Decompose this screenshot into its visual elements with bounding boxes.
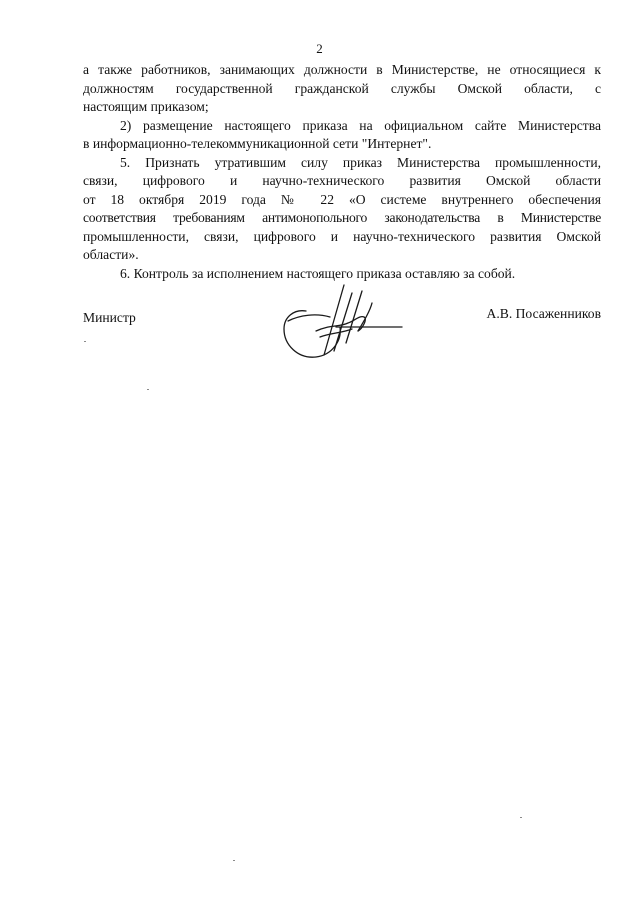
text-line: 2) размещение настоящего приказа на официальном сайте Министерства [120, 117, 601, 133]
text-line: от 18 октября 2019 года № 22 «О системе внутреннего обеспечения [83, 191, 601, 207]
scan-speck [147, 389, 149, 390]
page-number: 2 [316, 41, 323, 56]
handwritten-signature [276, 281, 406, 365]
text-line: а также работников, занимающих должности в Министерстве, не относящиеся к [83, 62, 601, 77]
text-line: области». [83, 247, 139, 262]
text-line: в информационно-телекоммуникационной сети "Интернет". [83, 136, 432, 151]
text-line: 5. Признать утратившим силу приказ Министерства промышленности, [120, 154, 601, 170]
paragraph-continuation [83, 61, 601, 117]
document-body [83, 61, 601, 283]
text-line: связи, цифрового и научно-технического развития Омской области [83, 173, 601, 188]
signatory-name: А.В. Посаженников [486, 306, 601, 321]
text-line: настоящим приказом; [83, 99, 209, 114]
scan-speck [84, 341, 86, 342]
paragraph-item-5 [83, 154, 601, 265]
text-line: промышленности, связи, цифрового и научно-технического развития Омской [83, 228, 601, 244]
text-line: должностям государственной гражданской службы Омской области, с [83, 80, 601, 96]
scan-speck [520, 817, 522, 818]
paragraph-item-2 [83, 117, 601, 154]
scan-speck [233, 860, 235, 861]
text-line: соответствия требованиям антимонопольного законодательства в Министерстве [83, 210, 601, 225]
signatory-role: Министр [83, 310, 136, 325]
text-line: 6. Контроль за исполнением настоящего приказа оставляю за собой. [120, 265, 516, 281]
